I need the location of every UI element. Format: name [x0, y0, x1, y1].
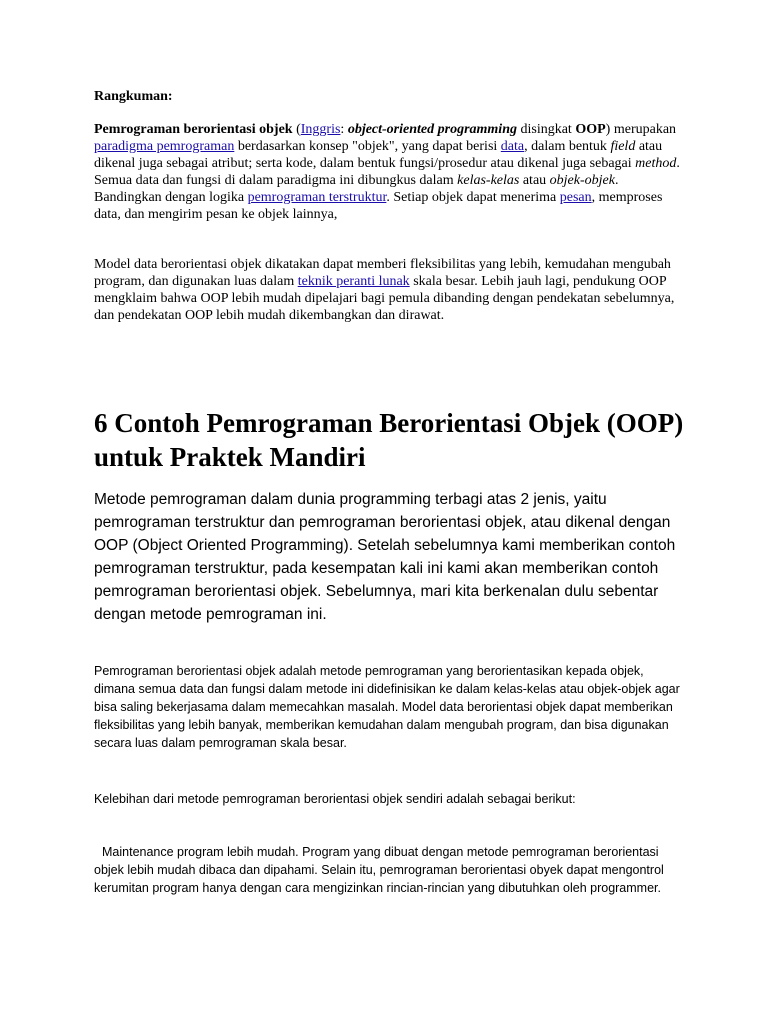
summary-label: Rangkuman:: [94, 89, 173, 104]
link-paradigma-pemrograman[interactable]: paradigma pemrograman: [94, 139, 235, 154]
text-fragment: :: [340, 122, 348, 137]
oop-abbreviation: OOP: [575, 122, 606, 137]
oop-english-term: object-oriented programming: [347, 122, 517, 137]
kelas-term: kelas-kelas: [457, 173, 520, 188]
text-fragment: disingkat: [516, 122, 576, 137]
text-fragment: . Bandingkan dengan logika: [94, 173, 619, 205]
oop-flexibility-paragraph: [94, 256, 684, 324]
field-term: field: [610, 139, 636, 154]
term-bold: Pemrograman berorientasi objek: [94, 122, 293, 137]
link-pemrograman-terstruktur[interactable]: pemrograman terstruktur: [247, 190, 387, 205]
link-pesan[interactable]: pesan: [559, 190, 592, 205]
text-fragment: , dalam bentuk: [524, 139, 611, 154]
oop-definition-paragraph: [94, 121, 684, 223]
text-fragment: atau dikenal juga sebagai atribut; serta kode, dalam bentuk fungsi/prosedur atau dikenal juga sebagai: [94, 139, 663, 171]
advantage-text: Maintenance program lebih mudah. Program yang dibuat dengan metode pemrograman berorientasi objek lebih mudah dibaca dan dipahami. Selain itu, pemrograman berorientasi obyek dapat mengontrol kerumitan program hanya dengan cara mengizinkan rincian-rincian yang dibutuhkan oleh programmer.: [94, 845, 664, 895]
advantage-item-maintenance: [94, 843, 684, 897]
text-fragment: ): [605, 122, 611, 137]
link-data[interactable]: data: [500, 139, 525, 154]
link-teknik-peranti-lunak[interactable]: teknik peranti lunak: [297, 274, 410, 289]
advantages-intro-paragraph: Kelebihan dari metode pemrograman berorientasi objek sendiri adalah sebagai berikut:: [94, 792, 576, 806]
link-inggris[interactable]: Inggris: [300, 122, 341, 137]
text-fragment: . Setiap objek dapat menerima: [386, 190, 560, 205]
oop-explanation-paragraph: Pemrograman berorientasi objek adalah metode pemrograman yang berorientasikan kepada objek, dimana semua data dan fungsi dalam metode ini didefinisikan ke dalam kelas-kelas atau objek-objek agar bisa saling bekerjasama dalam memecahkan masalah. Model data berorientasi objek dapat memberikan fleksibilitas yang lebih banyak, memberikan kemudahan dalam mengubah program, dan bisa digunakan secara luas dalam pemrograman skala besar.: [94, 664, 680, 750]
text-fragment: , memproses data, dan mengirim pesan ke objek lainnya,: [94, 190, 663, 222]
intro-paragraph: Metode pemrograman dalam dunia programming terbagi atas 2 jenis, yaitu pemrograman terstruktur dan pemrograman berorientasi objek, atau dikenal dengan OOP (Object Oriented Programming). Setelah sebelumnya kami memberikan contoh pemrograman terstruktur, pada kesempatan kali ini kami akan memberikan contoh pemrograman berorientasi objek. Sebelumnya, mari kita berkenalan dulu sebentar dengan metode pemrograman ini.: [94, 491, 676, 623]
page-heading: 6 Contoh Pemrograman Berorientasi Objek (OOP) untuk Praktek Mandiri: [94, 408, 684, 472]
method-term: method: [635, 156, 677, 171]
objek-term: objek-objek: [549, 173, 615, 188]
text-fragment: . Semua data dan fungsi di dalam paradigma ini dibungkus dalam: [94, 156, 680, 188]
text-fragment: berdasarkan konsep "objek", yang dapat berisi: [234, 139, 501, 154]
text-fragment: atau: [519, 173, 550, 188]
text-fragment: Model data berorientasi objek dikatakan dapat memberi fleksibilitas yang lebih, kemudahan mengubah program, dan digunakan luas dalam: [94, 257, 671, 289]
text-fragment: skala besar. Lebih jauh lagi, pendukung OOP mengklaim bahwa OOP lebih mudah dipelajari bagi pemula dibanding dengan pendekatan sebelumnya, dan pendekatan OOP lebih mudah dikembangkan dan dirawat.: [94, 274, 675, 323]
text-fragment: (: [292, 122, 301, 137]
text-fragment: merupakan: [610, 122, 677, 137]
